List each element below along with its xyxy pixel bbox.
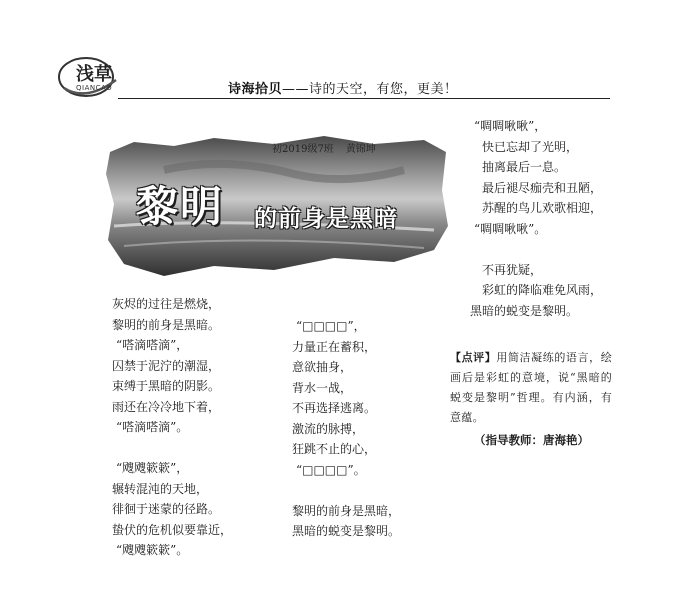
poem-line: 雨还在冷冷地下着，: [112, 399, 221, 414]
poem-column-1: [112, 294, 232, 561]
poem-line: 黎明的前身是黑暗，: [292, 503, 401, 518]
logo-text: 浅草: [76, 64, 112, 85]
poem-line: “□□□□”，: [296, 319, 366, 333]
poem-line: 激流的脉搏，: [292, 421, 365, 436]
poem-line: “啁啁啾啾”。: [474, 221, 547, 236]
poem-line: “飕飕簌簌”，: [116, 461, 189, 475]
stanza-gap: [112, 438, 232, 459]
stanza-gap: [474, 239, 602, 260]
column-name: 诗海拾贝: [228, 82, 283, 97]
poem-line: 黎明的前身是黑暗。: [112, 317, 221, 332]
poem-line: 不再犹疑，: [482, 262, 543, 277]
title-main: 黎明: [136, 182, 225, 231]
poem-line: 抽离最后一息。: [482, 160, 567, 174]
poem-column-2: [292, 316, 400, 542]
poem-line: 黑暗的蜕变是黎明。: [470, 303, 579, 318]
comment-label: 【点评】: [450, 351, 497, 364]
header-slogan: ——诗的天空，有您，更美！: [282, 82, 458, 97]
poem-line: 苏醒的鸟儿欢歌相迎，: [482, 201, 603, 215]
poem-line: 最后褪尽痂壳和丑陋，: [482, 180, 603, 195]
header-rule: [118, 98, 610, 99]
poem-line: 快已忘却了光明，: [482, 139, 579, 154]
comment-text: 用简洁凝练的语言，绘画后是彩虹的意境，说“黑暗的蜕变是黎明”哲理。有内涵，有意蕴。: [450, 351, 613, 424]
poem-line: 蛰伏的危机似要靠近，: [112, 522, 233, 537]
poem-line: 束缚于黑暗的阴影。: [112, 379, 221, 393]
poem-line: 狂跳不止的心，: [292, 442, 377, 456]
poem-line: 黑暗的蜕变是黎明。: [292, 524, 401, 538]
author-name: 黄锦坤: [345, 144, 376, 155]
poem-line: 徘徊于迷蒙的径路。: [112, 502, 221, 516]
poem-line: 意欲抽身，: [292, 360, 353, 374]
title-rest: 的前身是黑暗: [254, 205, 398, 232]
poem-column-3: [470, 116, 603, 321]
poem-line: 背水一战，: [292, 380, 353, 395]
poem-line: 辗转混沌的天地，: [112, 481, 209, 496]
poem-line: 力量正在蓄积，: [292, 339, 377, 354]
poem-line: “□□□□”。: [296, 462, 366, 477]
poem-line: 彩虹的降临难免风雨，: [482, 283, 603, 297]
teacher-credit: （指导教师：唐海艳）: [474, 433, 589, 447]
poem-line: “嗒滴嗒滴”，: [116, 338, 189, 352]
editor-comment: [450, 348, 612, 428]
stanza-gap: [292, 480, 400, 501]
poem-line: 灰烬的过往是燃烧，: [112, 297, 221, 311]
poem-line: “飕飕簌簌”。: [116, 543, 189, 557]
header-title: [228, 78, 458, 97]
author-class: 初2019级7班: [272, 144, 334, 155]
poem-line: 囚禁于泥泞的潮湿，: [112, 358, 221, 373]
poem-line: 不再选择逃离。: [292, 401, 377, 415]
logo-subtext: QIANCAO: [76, 84, 113, 92]
byline: [272, 140, 376, 155]
poem-line: “啁啁啾啾”，: [474, 119, 547, 133]
poem-line: “嗒滴嗒滴”。: [116, 420, 189, 434]
